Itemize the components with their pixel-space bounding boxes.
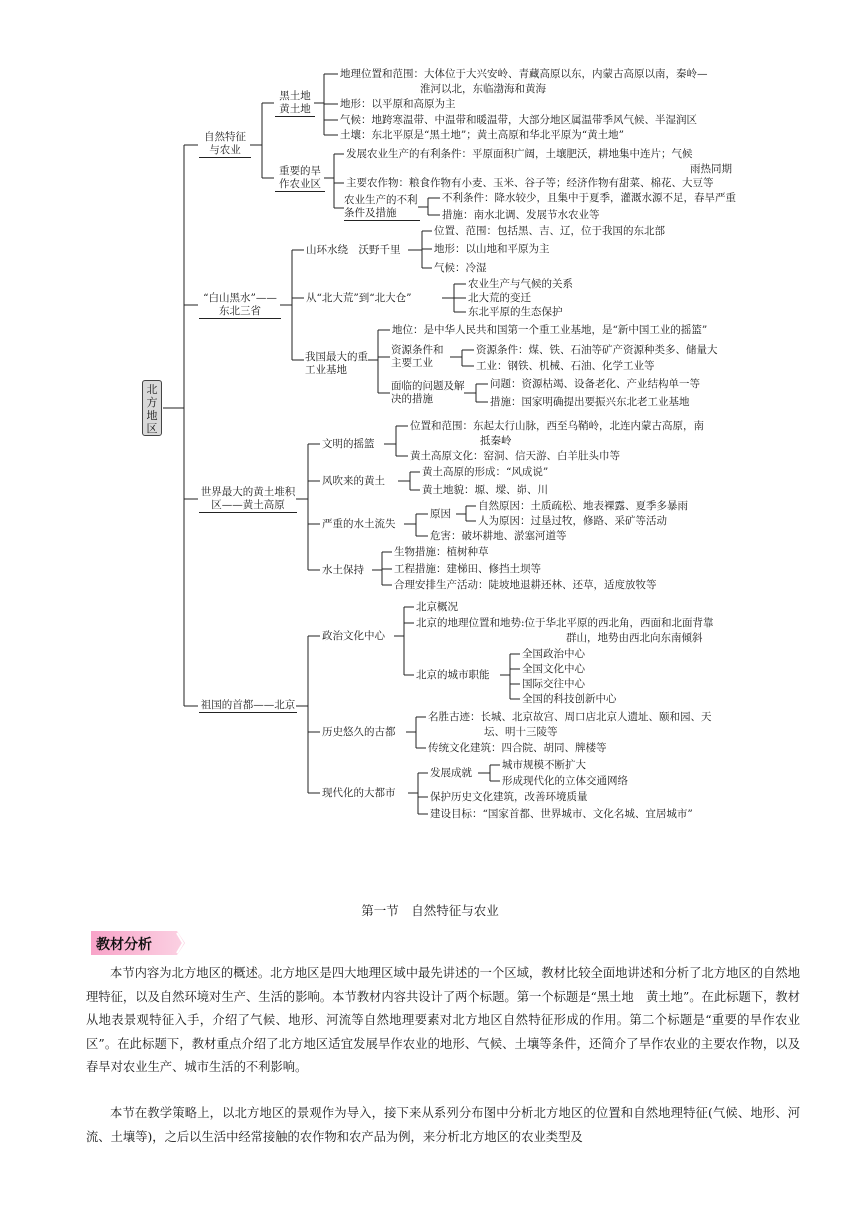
node-black-yellow-land — [275, 90, 315, 117]
leaf-political-center: 全国政治中心 — [522, 648, 585, 660]
leaf-terrain: 地形：以平原和高原为主 — [340, 98, 456, 110]
leaf-human-causes: 人为原因：过垦过牧，修路、采矿等活动 — [478, 515, 667, 527]
node-unfavorable-title: 农业生产的不利条件及措施 — [344, 194, 420, 221]
branch-loess-plateau-title: 世界最大的黄土堆积区——黄土高原 — [200, 486, 296, 511]
node-problems-measures — [391, 380, 465, 406]
leaf-soil: 土壤：东北平原是“黑土地”；黄土高原和华北平原为“黄土地” — [340, 129, 624, 141]
leaf-measures: 措施：南水北调、发展节水农业等 — [442, 209, 600, 221]
leaf-beijing-location: 北京的地理位置和地势:位于华北平原的西北角，西面和北面背靠 — [416, 617, 714, 629]
leaf-beijing-location-cont: 群山，地势由西北向东南倾斜 — [566, 632, 703, 644]
leaf-loess-formation: 黄土高原的形成：“风成说” — [422, 466, 549, 478]
leaf-construction-goal: 建设目标：“国家首都、世界城市、文化名城、宜居城市” — [430, 808, 693, 820]
node-dry-farming-title: 重要的旱作农业区 — [275, 165, 325, 192]
node-soil-erosion: 严重的水土流失 — [322, 518, 396, 530]
leaf-location-range: 地理位置和范围：大体位于大兴安岭、青藏高原以东，内蒙古高原以南，秦岭— — [340, 68, 708, 80]
leaf-engineering-measures: 工程措施：建梯田、修挡土坝等 — [394, 563, 541, 575]
leaf-traditional-buildings: 传统文化建筑：四合院、胡同、牌楼等 — [428, 742, 607, 754]
branch-beijing — [199, 699, 297, 713]
leaf-loess-culture: 黄土高原文化：窑洞、信天游、白羊肚头巾等 — [410, 450, 620, 462]
leaf-loess-landforms: 黄土地貌：塬、墚、峁、川 — [422, 484, 548, 496]
leaf-industries: 工业：钢铁、机械、石油、化学工业等 — [476, 360, 655, 372]
leaf-favorable-conditions-cont: 雨热同期 — [690, 163, 732, 175]
branch-beijing-title: 祖国的首都——北京 — [200, 699, 296, 711]
mindmap-root: 北方地区 — [142, 380, 162, 436]
node-modern-metropolis: 现代化的大都市 — [322, 787, 396, 799]
node-black-yellow-land-title: 黑土地 黄土地 — [275, 90, 315, 117]
leaf-production-arrangement: 合理安排生产活动：陡坡地退耕还林、还草，适度放牧等 — [394, 579, 657, 591]
leaf-ne-location: 位置、范围：包括黑、吉、辽，位于我国的东北部 — [434, 225, 665, 237]
node-achievements: 发展成就 — [430, 767, 472, 779]
section-title: 第一节 自然特征与农业 — [361, 903, 499, 918]
node-mountains-rivers: 山环水绕 沃野千里 — [306, 244, 401, 256]
leaf-transport-network: 形成现代化的立体交通网络 — [502, 775, 628, 787]
node-causes: 原因 — [430, 508, 451, 520]
branch-natural-features-title: 自然特征与农业 — [199, 131, 251, 158]
leaf-agri-climate: 农业生产与气候的关系 — [468, 278, 573, 290]
node-beidahuang: 从“北大荒”到“北大仓” — [306, 292, 412, 304]
leaf-beijing-overview: 北京概况 — [416, 601, 458, 613]
node-ancient-capital: 历史悠久的古都 — [322, 726, 396, 738]
leaf-location-range-cont: 淮河以北，东临渤海和黄海 — [420, 83, 546, 95]
leaf-beidahuang-change: 北大荒的变迁 — [468, 292, 531, 304]
leaf-international-center: 国际交往中心 — [522, 678, 585, 690]
node-wind-loess: 风吹来的黄土 — [322, 475, 385, 487]
leaf-cultural-center: 全国文化中心 — [522, 663, 585, 675]
node-heavy-industry — [305, 351, 369, 377]
leaf-revitalization: 措施：国家明确提出要振兴东北老工业基地 — [490, 396, 690, 408]
node-city-functions: 北京的城市职能 — [416, 669, 490, 681]
paragraph-2: 本节在教学策略上，以北方地区的景观作为导入，接下来从系列分布图中分析北方地区的位置和自然地理特征(气候、地形、河流、土壤等)，之后以生活中经常接触的农作物和农产品为例，来分析北方地区的农业类型及 — [86, 1106, 800, 1144]
branch-northeast — [199, 292, 281, 319]
leaf-ne-terrain: 地形：以山地和平原为主 — [434, 243, 550, 255]
node-political-center: 政治文化中心 — [322, 630, 385, 642]
node-unfavorable — [344, 194, 420, 221]
node-dry-farming — [275, 165, 325, 192]
leaf-loess-location-cont: 抵秦岭 — [480, 435, 512, 447]
leaf-industry-status: 地位：是中华人民共和国第一个重工业基地，是“新中国工业的摇篮” — [392, 324, 708, 336]
node-problems-measures-title: 面临的问题及解决的措施 — [391, 380, 465, 405]
leaf-historic-sites: 名胜古迹：长城、北京故宫、周口店北京人遗址、颐和园、天 — [428, 711, 712, 723]
banner-title: 教材分析 — [96, 937, 152, 953]
leaf-natural-causes: 自然原因：土质疏松、地表裸露、夏季多暴雨 — [478, 500, 688, 512]
node-heavy-industry-title: 我国最大的重工业基地 — [305, 351, 368, 376]
leaf-climate: 气候：地跨寒温带、中温带和暖温带，大部分地区属温带季风气候、半湿润区 — [340, 114, 697, 126]
node-conservation: 水土保持 — [322, 564, 364, 576]
paragraph-1: 本节内容为北方地区的概述。北方地区是四大地理区域中最先讲述的一个区域，教材比较全面地讲述和分析了北方地区的自然地理特征，以及自然环境对生产、生活的影响。本节教材内容共设计了两个标题。第一个标题是“黑土地 黄土地”。在此标题下，教材从地表景观特征入手，介绍了气候、地形、河流等自然地理要素对北方地区自然特征形成的作用。第二个标题是“重要的旱作农业区”。在此标题下，教材重点介绍了北方地区适宜发展旱作农业的地形、气候、土壤等条件，还简介了旱作农业的主要农作物，以及春旱对农业生产、城市生活的不利影响。 — [86, 966, 800, 1074]
node-resources-industry — [391, 344, 451, 370]
leaf-unfavorable-conditions: 不利条件：降水较少，且集中于夏季，灌溉水源不足，春旱严重 — [442, 192, 736, 204]
branch-northeast-title: “白山黑水”——东北三省 — [199, 292, 281, 319]
leaf-heritage-protection: 保护历史文化建筑，改善环境质量 — [430, 791, 588, 803]
leaf-historic-sites-cont: 坛、明十三陵等 — [484, 726, 558, 738]
leaf-city-expansion: 城市规模不断扩大 — [502, 759, 586, 771]
leaf-innovation-center: 全国的科技创新中心 — [522, 693, 617, 705]
branch-loess-plateau — [199, 486, 297, 513]
leaf-main-crops: 主要农作物：粮食作物有小麦、玉米、谷子等；经济作物有甜菜、棉花、大豆等 — [346, 177, 714, 189]
leaf-problems: 问题：资源枯竭、设备老化、产业结构单一等 — [490, 378, 700, 390]
node-resources-industry-title: 资源条件和主要工业 — [391, 344, 444, 369]
leaf-resources: 资源条件：煤、铁、石油等矿产资源种类多、储量大 — [476, 344, 718, 356]
leaf-loess-location: 位置和范围：东起太行山脉，西至乌鞘岭，北连内蒙古高原，南 — [410, 420, 704, 432]
node-cradle: 文明的摇篮 — [322, 438, 375, 450]
leaf-favorable-conditions: 发展农业生产的有利条件：平原面积广阔，土壤肥沃，耕地集中连片；气候 — [346, 148, 693, 160]
leaf-erosion-harm: 危害：破坏耕地、淤塞河道等 — [430, 530, 567, 542]
leaf-ne-climate: 气候：冷湿 — [434, 262, 487, 274]
leaf-ecology-protection: 东北平原的生态保护 — [468, 306, 563, 318]
branch-natural-features — [199, 131, 251, 158]
leaf-bio-measures: 生物措施：植树种草 — [394, 546, 489, 558]
